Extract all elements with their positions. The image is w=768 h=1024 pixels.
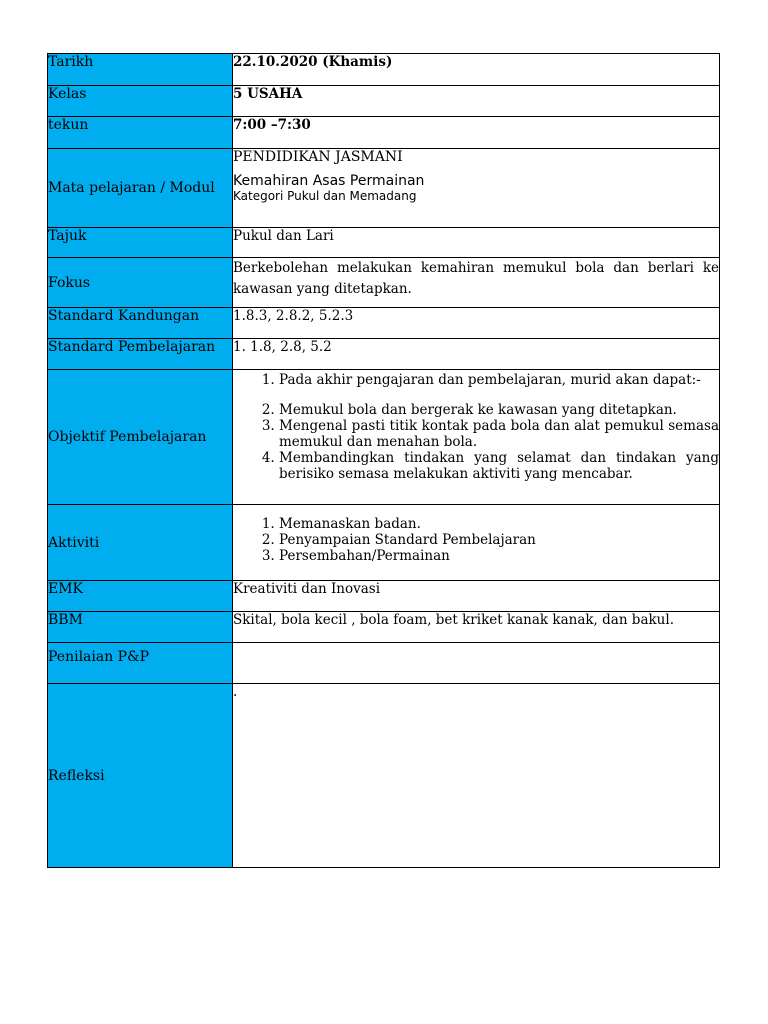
label-mata-pelajaran: Mata pelajaran / Modul — [48, 149, 233, 228]
row-standard-pembelajaran — [48, 339, 720, 370]
row-refleksi — [48, 684, 720, 868]
lesson-plan-table — [47, 53, 720, 868]
value-tajuk: Pukul dan Lari — [233, 228, 720, 258]
value-refleksi: . — [233, 684, 720, 868]
label-objektif: Objektif Pembelajaran — [48, 370, 233, 505]
row-bbm — [48, 612, 720, 643]
category-name: Kategori Pukul dan Memadang — [233, 189, 417, 203]
label-aktiviti: Aktiviti — [48, 505, 233, 581]
row-mata-pelajaran — [48, 149, 720, 228]
value-objektif — [233, 370, 720, 505]
label-fokus: Fokus — [48, 258, 233, 308]
value-kelas: 5 USAHA — [233, 86, 720, 117]
label-standard-pembelajaran: Standard Pembelajaran — [48, 339, 233, 370]
activity-item: 1. Memanaskan badan. — [279, 516, 719, 532]
row-penilaian — [48, 643, 720, 684]
value-bbm: Skital, bola kecil , bola foam, bet kriket kanak kanak, dan bakul. — [233, 612, 720, 643]
label-standard-kandungan: Standard Kandungan — [48, 308, 233, 339]
value-tekun: 7:00 –7:30 — [233, 117, 720, 149]
row-emk — [48, 581, 720, 612]
row-tekun — [48, 117, 720, 149]
label-bbm: BBM — [48, 612, 233, 643]
label-penilaian: Penilaian P&P — [48, 643, 233, 684]
label-kelas: Kelas — [48, 86, 233, 117]
value-mata-pelajaran — [233, 149, 720, 228]
activity-list — [233, 516, 719, 564]
row-aktiviti — [48, 505, 720, 581]
value-penilaian — [233, 643, 720, 684]
label-refleksi: Refleksi — [48, 684, 233, 868]
objective-item: 1. Pada akhir pengajaran dan pembelajaran, murid akan dapat:- — [279, 372, 719, 388]
value-tarikh: 22.10.2020 (Khamis) — [233, 54, 720, 86]
value-standard-kandungan: 1.8.3, 2.8.2, 5.2.3 — [233, 308, 720, 339]
objective-item: 2. Memukul bola dan bergerak ke kawasan yang ditetapkan. — [279, 402, 719, 418]
row-standard-kandungan — [48, 308, 720, 339]
row-tarikh — [48, 54, 720, 86]
label-tajuk: Tajuk — [48, 228, 233, 258]
label-tekun: tekun — [48, 117, 233, 149]
label-tarikh: Tarikh — [48, 54, 233, 86]
activity-item: 3. Persembahan/Permainan — [279, 548, 719, 564]
row-tajuk — [48, 228, 720, 258]
activity-item: 2. Penyampaian Standard Pembelajaran — [279, 532, 719, 548]
row-fokus — [48, 258, 720, 308]
value-standard-pembelajaran: 1. 1.8, 2.8, 5.2 — [233, 339, 720, 370]
label-emk: EMK — [48, 581, 233, 612]
row-kelas — [48, 86, 720, 117]
objective-item: 4. Membandingkan tindakan yang selamat dan tindakan yang berisiko semasa melakukan aktiviti yang mencabar. — [279, 450, 719, 482]
objective-list — [233, 372, 719, 482]
objective-item: 3. Mengenal pasti titik kontak pada bola dan alat pemukul semasa memukul dan menahan bola. — [279, 418, 719, 450]
value-emk: Kreativiti dan Inovasi — [233, 581, 720, 612]
subject-name: PENDIDIKAN JASMANI — [233, 149, 403, 165]
value-fokus: Berkebolehan melakukan kemahiran memukul bola dan berlari ke kawasan yang ditetapkan. — [233, 258, 720, 308]
module-name: Kemahiran Asas Permainan — [233, 173, 425, 189]
value-aktiviti — [233, 505, 720, 581]
row-objektif — [48, 370, 720, 505]
